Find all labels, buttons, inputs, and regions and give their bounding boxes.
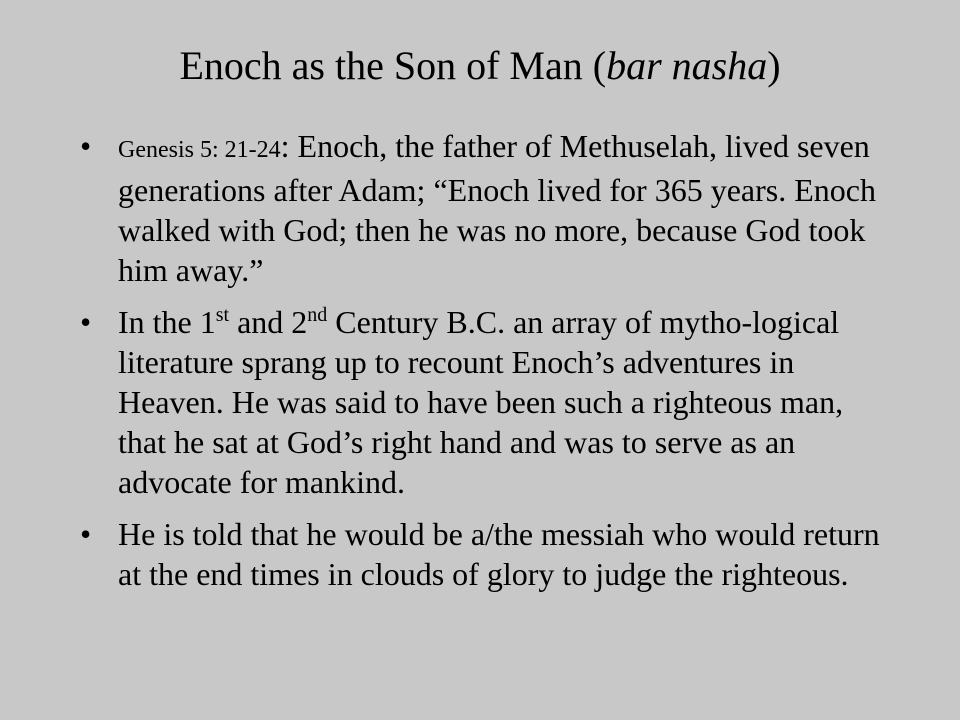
scripture-reference: Genesis 5: 21-24 — [118, 137, 281, 163]
bullet-messiah — [80, 514, 880, 594]
title-italic: bar nasha — [606, 43, 768, 88]
bullet-genesis — [80, 126, 880, 290]
bullet-text-part: and 2 — [229, 304, 308, 340]
bullet-literature — [80, 302, 880, 502]
bullet-dot-icon: • — [80, 128, 92, 164]
bullet-text-part: In the 1 — [118, 304, 216, 340]
bullet-dot-icon: • — [80, 516, 92, 552]
bullet-text-part: Century B.C. an array of mytho-logical literature sprang up to recount Enoch’s adventures in Heaven. He was said to have been such a righteous man, that he sat at God’s right hand and was to serve as an advocate for mankind. — [118, 304, 844, 500]
bullet-text: : Enoch, the father of Methuselah, lived seven generations after Adam; “Enoch lived for 365 years. Enoch walked with God; then he was no more, because God took him away.” — [118, 128, 876, 288]
bullet-text: He is told that he would be a/the messiah who would return at the end times in clouds of glory to judge the righteous. — [118, 516, 880, 592]
bullet-list — [80, 126, 880, 606]
title-close: ) — [767, 43, 781, 88]
ordinal-suffix: st — [215, 304, 230, 326]
ordinal-suffix: nd — [307, 304, 328, 326]
title-main: Enoch as the Son of Man ( — [179, 43, 607, 88]
bullet-dot-icon: • — [80, 304, 92, 340]
slide-title — [0, 42, 960, 90]
